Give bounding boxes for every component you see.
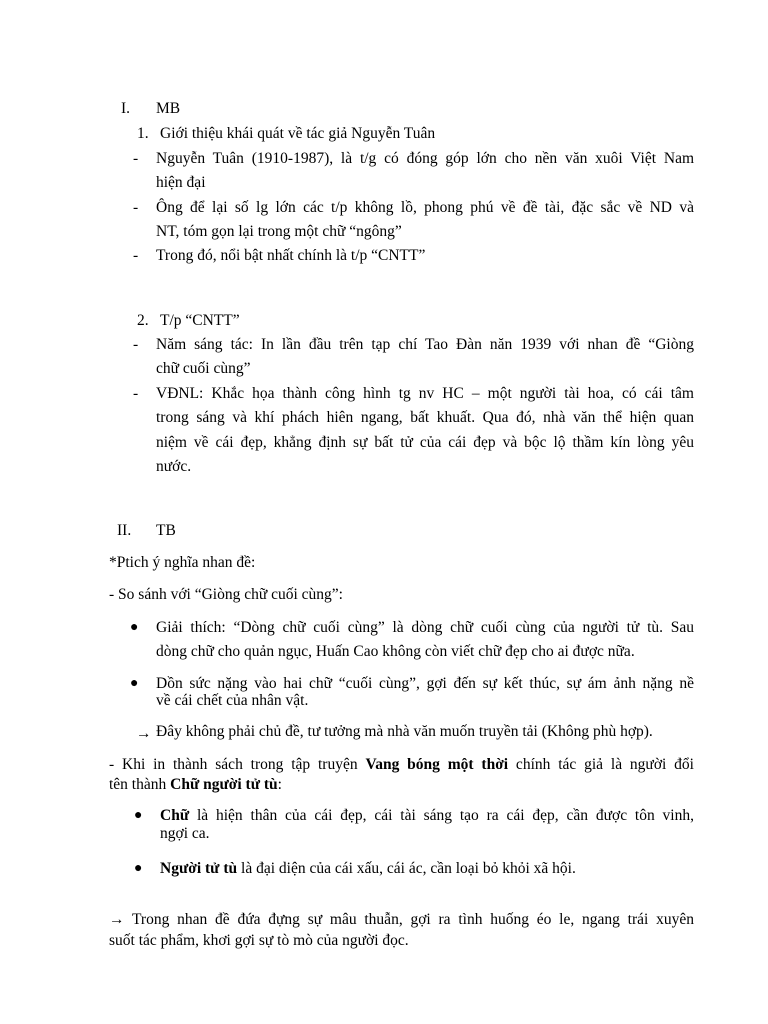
item-heading-2: T/p “CNTT” xyxy=(160,312,240,329)
paragraph-line: nước. xyxy=(156,458,192,475)
section-numeral-1: I. xyxy=(121,100,131,117)
section-numeral-2: II. xyxy=(117,522,132,539)
item-number-1: 1. xyxy=(137,125,149,142)
paragraph-line: Giải thích: “Dòng chữ cuối cùng” là dòng chữ cuối cùng của người tử tù. Sau xyxy=(156,619,694,636)
section-title-tb: TB xyxy=(156,522,176,539)
arrow-icon: → xyxy=(136,725,152,742)
paragraph-line: NT, tóm gọn lại trong một chữ “ngông” xyxy=(156,223,402,240)
paragraph-line: hiện đại xyxy=(156,174,206,191)
paragraph-line: Đây không phải chủ đề, tư tưởng mà nhà văn muốn truyền tải (Không phù hợp). xyxy=(156,723,653,740)
bullet-marker: ● xyxy=(134,808,143,823)
paragraph-line: - Khi in thành sách trong tập truyện Vang bóng một thời chính tác giả là người đổi xyxy=(109,756,694,773)
paragraph-line: ngợi ca. xyxy=(160,825,210,842)
paragraph-line: chữ cuối cùng” xyxy=(156,360,251,377)
item-heading-1: Giới thiệu khái quát về tác giả Nguyễn Tuân xyxy=(160,125,436,142)
comparison-heading: - So sánh với “Giòng chữ cuối cùng”: xyxy=(109,586,343,603)
paragraph-line: Chữ là hiện thân của cái đẹp, cái tài sáng tạo ra cái đẹp, cần được tôn vinh, xyxy=(160,807,694,824)
paragraph-line: VĐNL: Khắc họa thành công hình tg nv HC – một người tài hoa, có cái tâm xyxy=(156,385,694,402)
paragraph-line: Người tử tù là đại diện của cái xấu, cái ác, cần loại bỏ khỏi xã hội. xyxy=(160,860,576,877)
dash-marker: - xyxy=(133,247,139,264)
paragraph-line: trong sáng và khí phách hiên ngang, bất khuất. Qua đó, nhà văn thể hiện quan xyxy=(156,409,694,426)
paragraph-line: Dồn sức nặng vào hai chữ “cuối cùng”, gợi đến sự kết thúc, sự ám ảnh nặng nề xyxy=(156,675,694,692)
arrow-icon: → xyxy=(109,911,125,928)
paragraph-line: Trong đó, nổi bật nhất chính là t/p “CNTT” xyxy=(156,247,426,264)
analysis-heading: *Ptich ý nghĩa nhan đề: xyxy=(109,554,256,571)
paragraph-line: suốt tác phẩm, khơi gợi sự tò mò của người đọc. xyxy=(109,932,409,949)
dash-marker: - xyxy=(133,336,139,353)
paragraph-line: niệm về cái đẹp, khẳng định sự bất tử của cái đẹp và bộc lộ thầm kín lòng yêu xyxy=(156,434,694,451)
paragraph-line: dòng chữ cho quản ngục, Huấn Cao không còn viết chữ đẹp cho ai được nữa. xyxy=(156,643,635,660)
item-number-2: 2. xyxy=(137,312,149,329)
paragraph-line: Nguyễn Tuân (1910-1987), là t/g có đóng góp lớn cho nền văn xuôi Việt Nam xyxy=(156,150,694,167)
section-title-mb: MB xyxy=(156,100,181,117)
bullet-marker: ● xyxy=(130,676,139,691)
paragraph-line: → Trong nhan đề đứa đựng sự mâu thuẫn, gợi ra tình huống éo le, ngang trái xuyên xyxy=(109,911,694,928)
bullet-marker: ● xyxy=(134,861,143,876)
bullet-marker: ● xyxy=(130,620,139,635)
paragraph-line: Năm sáng tác: In lần đầu trên tạp chí Tao Đàn năn 1939 với nhan đề “Giòng xyxy=(156,336,694,353)
paragraph-line: về cái chết của nhân vật. xyxy=(156,692,309,709)
paragraph-line: tên thành Chữ người tử tù: xyxy=(109,776,282,793)
story-title: Chữ người tử tù xyxy=(170,776,278,793)
dash-marker: - xyxy=(133,385,139,402)
book-title: Vang bóng một thời xyxy=(365,756,509,773)
paragraph-line: Ông để lại số lg lớn các t/p không lồ, phong phú về đề tài, đặc sắc về ND và xyxy=(156,199,694,216)
dash-marker: - xyxy=(133,199,139,216)
dash-marker: - xyxy=(133,150,139,167)
